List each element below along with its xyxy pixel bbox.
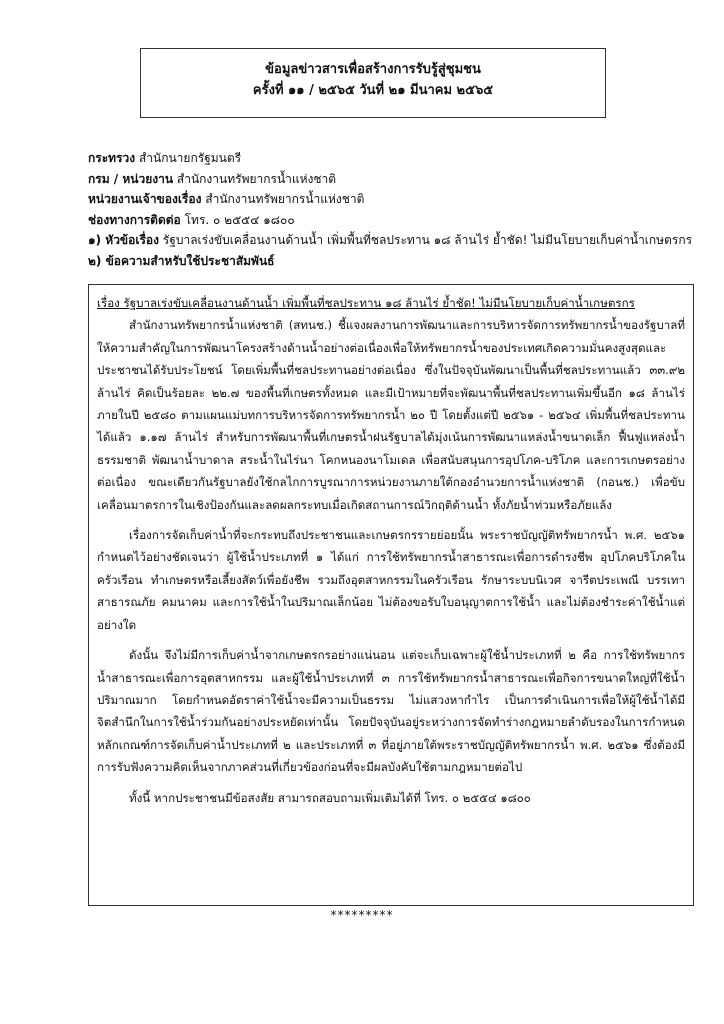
meta-ministry-label: กระทรวง	[88, 151, 136, 165]
press-release-title: เรื่อง รัฐบาลเร่งขับเคลื่อนงานด้านน้ำ เพิ่มพื้นที่ชลประทาน ๑๘ ล้านไร่ ย้ำชัด! ไม่มีนโยบายเก็บค่าน้ำเกษตรกร	[97, 296, 635, 310]
end-mark: *********	[330, 908, 394, 922]
meta-pr-heading: ๒) ข้อความสำหรับใช้ประชาสัมพันธ์	[88, 253, 275, 268]
meta-department	[88, 169, 688, 190]
press-release-paragraph-3: ดังนั้น จึงไม่มีการเก็บค่าน้ำจากเกษตรกรอย่างแน่นอน แต่จะเก็บเฉพาะผู้ใช้น้ำประเภทที่ ๒ คือ การใช้ทรัพยากรน้ำสาธารณะเพื่อการอุตสาหกรรม และผู้ใช้น้ำประเภทที่ ๓ การใช้ทรัพยากรน้ำสาธารณะเพื่อกิจการขนาดใหญ่ที่ใช้น้ำปริมาณมาก โดยกำหนดอัตราค่าใช้น้ำจะมีความเป็นธรรม ไม่แสวงหากำไร เป็นการดำเนินการเพื่อให้ผู้ใช้น้ำได้มีจิตสำนึกในการใช้น้ำร่วมกันอย่างประหยัดเท่านั้น โดยปัจจุบันอยู่ระหว่างการจัดทำร่างกฎหมายลำดับรองในการกำหนดหลักเกณฑ์การจัดเก็บค่าน้ำประเภทที่ ๒ และประเภทที่ ๓ ที่อยู่ภายใต้พระราชบัญญัติทรัพยากรน้ำ พ.ศ. ๒๕๖๑ ซึ่งต้องมีการรับฟังความคิดเห็นจากภาคส่วนที่เกี่ยวข้องก่อนที่จะมีผลบังคับใช้ตามกฎหมายต่อไป	[97, 648, 685, 775]
meta-section	[88, 148, 693, 271]
meta-owner	[88, 189, 688, 210]
press-release-box	[88, 284, 694, 906]
header-title: ข้อมูลข่าวสารเพื่อสร้างการรับรู้สู่ชุมชน	[265, 62, 481, 77]
meta-topic-label: ๑) หัวข้อเรื่อง	[88, 233, 159, 247]
meta-contact-label: ช่องทางการติดต่อ	[88, 212, 181, 227]
meta-owner-value: สำนักงานทรัพยากรน้ำแห่งชาติ	[205, 192, 365, 206]
meta-department-value: สำนักงานทรัพยากรน้ำแห่งชาติ	[176, 171, 337, 186]
meta-contact	[88, 210, 688, 231]
meta-ministry-value: สำนักนายกรัฐมนตรี	[138, 151, 242, 165]
meta-ministry	[88, 148, 688, 169]
meta-topic-value: รัฐบาลเร่งขับเคลื่อนงานด้านน้ำ เพิ่มพื้นที่ชลประทาน ๑๘ ล้านไร่ ย้ำชัด! ไม่มีนโยบายเก็บค่าน้ำเกษตรกร	[162, 233, 693, 247]
meta-topic	[88, 230, 693, 251]
press-release-paragraph-1: สำนักงานทรัพยากรน้ำแห่งชาติ (สทนช.) ชี้แจงผลงานการพัฒนาและการบริหารจัดการทรัพยากรน้ำของรัฐบาลที่ให้ความสำคัญในการพัฒนาโครงสร้างด้านน้ำอย่างต่อเนื่องเพื่อให้ทรัพยากรน้ำของประเทศเกิดความมั่นคงสูงสุดและประชาชนได้รับประโยชน์ โดยเพิ่มพื้นที่ชลประทานอย่างต่อเนื่อง ซึ่งในปัจจุบันพัฒนาเป็นพื้นที่ชลประทานแล้ว ๓๓.๙๒ ล้านไร่ คิดเป็นร้อยละ ๒๒.๗ ของพื้นที่เกษตรทั้งหมด และมีเป้าหมายที่จะพัฒนาพื้นที่ชลประทานเพิ่มขึ้นอีก ๑๘ ล้านไร่ ภายในปี ๒๕๘๐ ตามแผนแม่บทการบริหารจัดการทรัพยากรน้ำ ๒๐ ปี โดยตั้งแต่ปี ๒๕๖๑ - ๒๕๖๔ เพิ่มพื้นที่ชลประทานได้แล้ว ๑.๑๗ ล้านไร่ สำหรับการพัฒนาพื้นที่เกษตรน้ำฝนรัฐบาลได้มุ่งเน้นการพัฒนาแหล่งน้ำขนาดเล็ก ฟื้นฟูแหล่งน้ำธรรมชาติ พัฒนาน้ำบาดาล สระน้ำในไร่นา โคกหนองนาโมเดล เพื่อสนับสนุนการอุปโภค-บริโภค และการเกษตรอย่างต่อเนื่อง ขณะเดียวกันรัฐบาลยังใช้กลไกการบูรณาการหน่วยงานภายใต้กองอำนวยการน้ำแห่งชาติ (กอนช.) เพื่อขับเคลื่อนมาตรการในเชิงป้องกันและลดผลกระทบเมื่อเกิดสถานการณ์วิกฤติด้านน้ำ ทั้งภัยน้ำท่วมหรือภัยแล้ง	[97, 318, 685, 512]
meta-contact-value: โทร. ๐ ๒๕๕๔ ๑๘๐๐	[184, 212, 295, 227]
press-release-paragraph-4: ทั้งนี้ หากประชาชนมีข้อสงสัย สามารถสอบถามเพิ่มเติมได้ที่ โทร. ๐ ๒๕๕๔ ๑๘๐๐	[129, 790, 531, 805]
header-box	[140, 48, 606, 118]
header-issue-date: ครั้งที่ ๑๑ / ๒๕๖๕ วันที่ ๒๑ มีนาคม ๒๕๖๕	[252, 83, 494, 98]
meta-owner-label: หน่วยงานเจ้าของเรื่อง	[88, 192, 202, 206]
press-release-paragraph-2: เรื่องการจัดเก็บค่าน้ำที่จะกระทบถึงประชาชนและเกษตรกรรายย่อยนั้น พระราชบัญญัติทรัพยากรน้ำ พ.ศ. ๒๕๖๑ กำหนดไว้อย่างชัดเจนว่า ผู้ใช้น้ำประเภทที่ ๑ ได้แก่ การใช้ทรัพยากรน้ำสาธารณะเพื่อการดำรงชีพ อุปโภคบริโภคในครัวเรือน ทำเกษตรหรือเลี้ยงสัตว์เพื่อยังชีพ รวมถึงอุตสาหกรรมในครัวเรือน รักษาระบบนิเวศ จารีตประเพณี บรรเทาสาธารณภัย คมนาคม และการใช้น้ำในปริมาณเล็กน้อย ไม่ต้องขอรับใบอนุญาตการใช้น้ำ และไม่ต้องชำระค่าใช้น้ำแต่อย่างใด	[97, 528, 685, 632]
meta-department-label: กรม / หน่วยงาน	[88, 171, 174, 186]
